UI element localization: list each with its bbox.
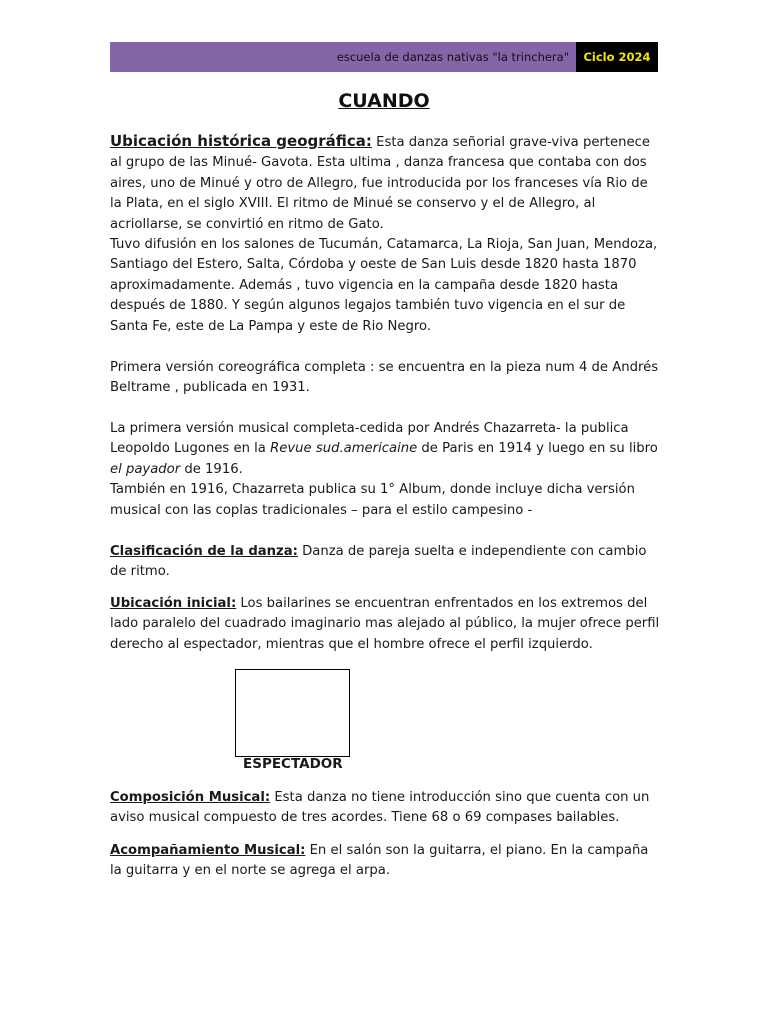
spectator-label: ESPECTADOR [243, 756, 343, 772]
ubicacion-historica-text: Esta danza señorial grave-viva pertenece al grupo de las Minué- Gavota. Esta ultima , danza francesa que contaba con dos aires, uno de Minué y otro de Allegro, fue introducida por los franceses vía Rio de la Plata, en el siglo XVIII. El ritmo de Minué se conservo y el de Allegro, al acriollarse, se convirtió en ritmo de Gato. [110, 135, 650, 232]
version-musical-text-2: de Paris en 1914 y luego en su libro [417, 441, 658, 457]
section-clasificacion [110, 542, 660, 583]
composicion-musical-text: Esta danza no tiene introducción sino que cuenta con un aviso musical compuesto de tres acordes. Tiene 68 o 69 compases bailables. [110, 790, 650, 826]
composicion-musical-paragraph [110, 788, 660, 829]
payador-title: el payador [110, 461, 181, 477]
section-ubicacion-historica [110, 131, 660, 337]
revue-title: Revue sud.americaine [270, 441, 418, 457]
section-ubicacion-inicial [110, 594, 660, 655]
version-coreografica-text: Primera versión coreográfica completa : se encuentra en la pieza num 4 de Andrés Beltrame , publicada en 1931. [110, 360, 659, 396]
section-version-musical [110, 419, 660, 521]
version-musical-paragraph [110, 419, 660, 480]
difusion-paragraph: Tuvo difusión en los salones de Tucumán, Catamarca, La Rioja, San Juan, Mendoza, Santiago del Estero, Salta, Córdoba y oeste de San Luis desde 1820 hasta 1870 aproximadamente. Además , tuvo vigencia en la campaña desde 1820 hasta después de 1880. Y según algunos legajos también tuvo vigencia en el sur de Santa Fe, este de La Pampa y este de Rio Negro. [110, 237, 658, 334]
acompanamiento-musical-paragraph [110, 841, 660, 882]
school-name: escuela de danzas nativas "la trinchera" [110, 42, 576, 72]
version-musical-text-3: de 1916. [180, 461, 243, 477]
album-paragraph: También en 1916, Chazarreta publica su 1° Album, donde incluye dicha versión musical con las coplas tradicionales – para el estilo campesino - [110, 482, 635, 518]
dance-square-diagram [235, 669, 350, 757]
section-composicion-musical [110, 788, 660, 829]
ubicacion-inicial-paragraph [110, 594, 660, 655]
ubicacion-inicial-text: Los bailarines se encuentran enfrentados en los extremos del lado paralelo del cuadrado imaginario mas alejado al público, la mujer ofrece perfil derecho al espectador, mientras que el hombre ofrece el perfil izquierdo. [110, 596, 660, 652]
ubicacion-inicial-heading: Ubicación inicial: [110, 596, 237, 611]
clasificacion-heading: Clasificación de la danza: [110, 544, 298, 559]
header-bar [110, 42, 658, 72]
acompanamiento-musical-heading: Acompañamiento Musical: [110, 843, 306, 858]
ubicacion-historica-paragraph [110, 131, 660, 235]
section-acompanamiento-musical [110, 841, 660, 882]
acompanamiento-musical-text: En el salón son la guitarra, el piano. En la campaña la guitarra y en el norte se agrega el arpa. [110, 843, 649, 879]
section-version-coreografica [110, 358, 660, 399]
version-musical-text-1: La primera versión musical completa-cedida por Andrés Chazarreta- la publica Leopoldo Lugones en la [110, 421, 629, 457]
clasificacion-paragraph [110, 542, 660, 583]
composicion-musical-heading: Composición Musical: [110, 790, 271, 805]
cycle-badge: Ciclo 2024 [576, 42, 658, 72]
ubicacion-historica-heading: Ubicación histórica geográfica: [110, 132, 372, 150]
clasificacion-text: Danza de pareja suelta e independiente con cambio de ritmo. [110, 544, 647, 580]
page-title: CUANDO [338, 90, 430, 112]
